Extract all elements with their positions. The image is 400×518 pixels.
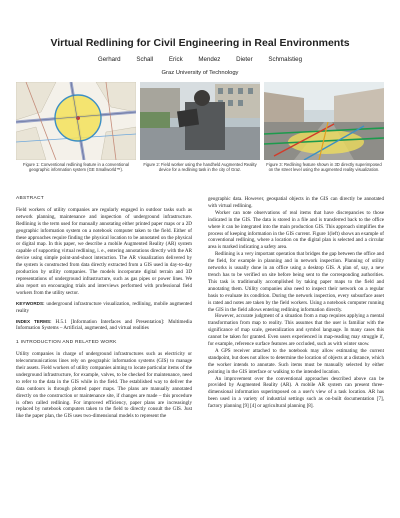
figure-1-caption: Figure 1: Conventional redlining feature in a conventional geographic information system (GE Smallworld™). (23, 162, 129, 172)
right-column (208, 196, 384, 410)
figure-1-gis-map (16, 82, 136, 160)
paper-title: Virtual Redlining for Civil Engineering in Real Environments (50, 37, 350, 49)
paragraph: Worker can note observations of real items that have discrepancies to those indicated in the GIS. The data is stored in a file and is transferred back to the office where it can be integrated into the main production GIS. This approach simplifies the process of keeping information in the GIS current. Figure 1(left) shows an example of conventional redlining, where a location on the digital plan is selected and a circular area is marked indicating a safety area. (208, 209, 384, 251)
index-terms-text: H.5.1 [Information Interfaces and Presentation]: Multimedia Information Systems – Artificial, augmented, and virtual realities (16, 318, 192, 332)
paragraph: A GPS receiver attached to the notebook may allow estimating the current standpoint, but does not allow to determine the location of objects at a distance, which the worker intends to annotate. Such items must be manually selected by either pointing in the GIS interface or walking to the intended location. (208, 347, 384, 375)
affiliation: Graz University of Technology (161, 70, 239, 76)
paragraph: However, accurate judgment of a situation from a map requires applying a mental transformation from map to reality. This assumes that the user is familiar with the significance of map scale, generalization and symbol language. In many cases this cannot be taken for granted. Even users experienced in map-reading may struggle if, for example, reference surface features are occluded, such as with winter snow. (208, 313, 384, 348)
abstract-heading: ABSTRACT (16, 196, 44, 201)
left-column (16, 196, 192, 420)
ar-redlining-image (264, 82, 384, 160)
figure-3-caption: Figure 3: Redlining feature shown in 3D directly superimposed on the street level using the augmented reality visualization. (266, 162, 382, 172)
field-worker-image (140, 82, 260, 160)
paragraph: geographic data. However, geospatial objects in the GIS can directly be annotated with virtual redlining. (208, 196, 384, 209)
figure-2-field-photo (140, 82, 260, 160)
figure-2-caption: Figure 2: Field worker using the handheld Augmented Reality device for a redlining task in the city of Graz. (143, 162, 257, 172)
section-1-heading: 1 INTRODUCTION AND RELATED WORK (16, 340, 117, 346)
section-1-text: Utility companies in charge of underground infrastructures such as electricity or telecommunications lines rely on geographic information systems (GIS) to manage their assets. Field workers of utility companies aiming to locate particular items of the underground infrastructure, for example, valves, to be checked for maintenance, need to refer to the data in the GIS while in the field. The established way to deliver the data outdoors is through plotted paper maps. The plans are manually annotated directly on the construction or maintenance site, if changes are made – this procedure is often called redlining. For improved efficiency, paper plans are increasingly replaced by notebook computers taken to the field to directly consult the GIS. Just like the paper plan, the GIS uses two-dimensional models to represent the (16, 351, 192, 420)
gis-map-image (16, 82, 136, 160)
index-terms (16, 319, 192, 333)
figure-3-ar-view (264, 82, 384, 160)
author-name: Dieter Schmalstieg (236, 56, 303, 63)
keywords (16, 301, 192, 315)
author-name: Erick Mendez (168, 56, 221, 63)
author-list (0, 56, 400, 63)
paragraph: An improvement over the conventional approaches described above can be provided by Augmented Reality (AR). A mobile AR system can present three-dimensional information superimposed on a user's view of a task location. AR has been used in a variety of industrial settings such as on-built documentation [7], factory planning [9] [4] or agricultural planning [8]. (208, 375, 384, 410)
keywords-text: underground infrastructure visualization, redlining, mobile augmented reality (16, 300, 192, 314)
keywords-label: KEYWORDS: (16, 300, 45, 306)
paragraph: Redlining is a very important operation that bridges the gap between the office and the field, for example in planning and in network inspection. Planning of utility networks is usually done in an office using a desktop GIS. A plan of, say, a new trench has to be verified on site before being sent to the corresponding authorities. This task is traditionally accomplished by taking paper maps to the field and annotating them. Utility companies also need to inspect their network on a regular basis to evaluate its condition. During the network inspection, every subsurface asset is rated and notes are taken by the field workers. Using a notebook computer running the GIS in the field allows entering redlining information directly. (208, 251, 384, 313)
index-terms-label: INDEX TERMS: (16, 318, 52, 324)
abstract-text: Field workers of utility companies are regularly engaged in outdoor tasks such as network planning, maintenance and inspection of underground infrastructure. Redlining is the term used for manually annotating either printed paper maps or a 2D geographic information system on a notebook computer taken to the field. Either of these approaches require finding the physical location to be annotated on the physical or digital map. In this paper, we describe a mobile Augmented Reality (AR) system capable of supporting virtual redlining, i. e., entering annotations directly with the AR device using simple point-and-shoot interaction. The AR visualization delivered by the system is constructed from data directly extracted from a GIS used in day-to-day production by utility companies. The models incorporate digital terrain and 3D representations of underground infrastructure, such as gas pipes or power lines. We also report on encouraging trials and interviews performed with professional field workers from the utility sector. (16, 206, 192, 296)
author-name: Gerhard Schall (97, 56, 154, 63)
